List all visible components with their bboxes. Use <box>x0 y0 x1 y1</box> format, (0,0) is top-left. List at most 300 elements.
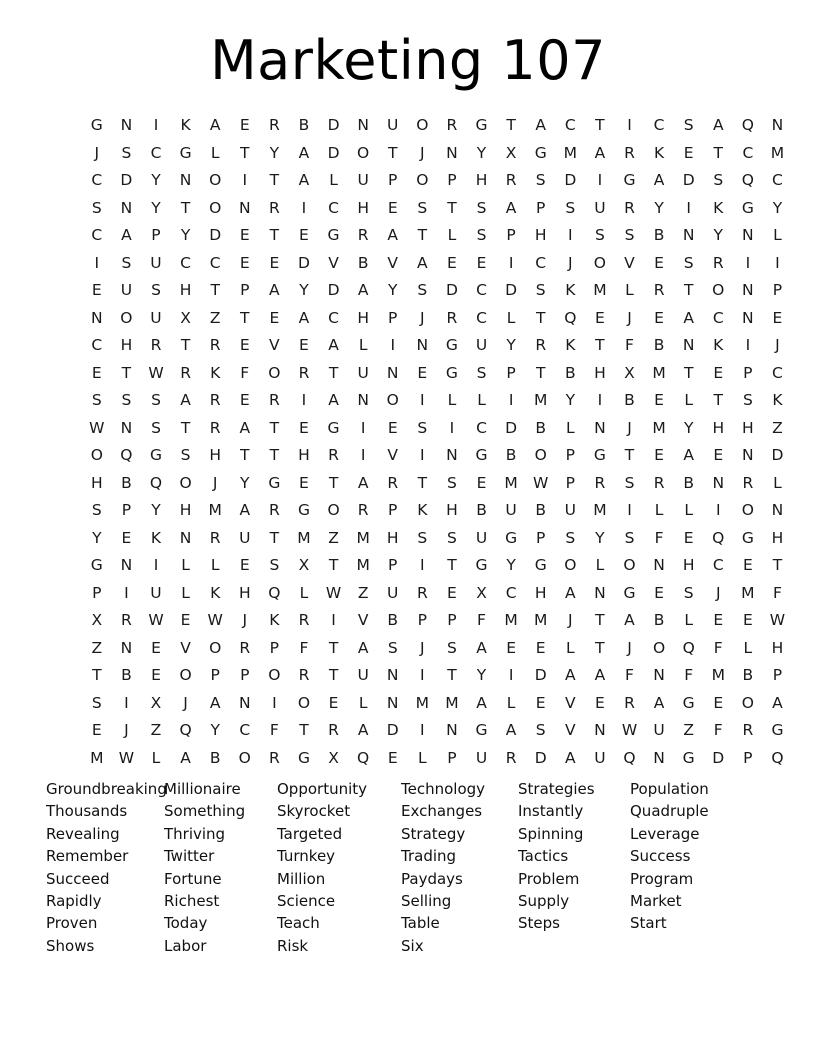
grid-cell[interactable]: G <box>682 748 695 767</box>
grid-cell[interactable]: R <box>624 198 635 217</box>
grid-cell[interactable]: C <box>742 143 754 162</box>
grid-cell[interactable]: S <box>447 638 457 657</box>
grid-cell[interactable]: E <box>299 473 309 492</box>
grid-cell[interactable]: E <box>387 198 398 217</box>
grid-cell[interactable]: P <box>151 226 161 244</box>
grid-cell[interactable]: G <box>534 143 547 162</box>
grid-cell[interactable]: R <box>268 391 280 409</box>
grid-cell[interactable]: H <box>90 473 103 492</box>
grid-cell[interactable]: A <box>328 391 339 409</box>
grid-cell[interactable]: N <box>594 583 606 602</box>
grid-cell[interactable]: S <box>535 281 546 299</box>
grid-cell[interactable]: P <box>447 611 457 629</box>
grid-cell[interactable]: C <box>476 418 487 437</box>
grid-cell[interactable]: R <box>535 336 547 354</box>
grid-cell[interactable]: A <box>564 583 576 602</box>
grid-cell[interactable]: I <box>420 721 425 739</box>
grid-cell[interactable]: R <box>328 721 339 739</box>
grid-cell[interactable]: Z <box>328 528 339 547</box>
grid-cell[interactable]: N <box>90 308 103 327</box>
word-list-item[interactable]: Shows <box>46 936 95 955</box>
grid-cell[interactable]: O <box>564 556 577 574</box>
grid-cell[interactable]: P <box>388 556 398 574</box>
grid-cell[interactable]: D <box>386 721 399 739</box>
grid-cell[interactable]: S <box>91 198 102 217</box>
grid-cell[interactable]: E <box>654 308 664 327</box>
grid-cell[interactable]: G <box>475 446 488 464</box>
grid-cell[interactable]: U <box>387 583 399 602</box>
grid-cell[interactable]: T <box>269 171 280 189</box>
grid-cell[interactable]: L <box>625 281 634 299</box>
word-list-item[interactable]: Strategy <box>401 824 466 843</box>
grid-cell[interactable]: B <box>653 611 665 629</box>
grid-cell[interactable]: L <box>654 501 664 519</box>
grid-cell[interactable]: T <box>269 418 280 437</box>
grid-cell[interactable]: N <box>742 281 754 299</box>
grid-cell[interactable]: S <box>683 116 694 134</box>
grid-cell[interactable]: Y <box>506 336 516 354</box>
grid-cell[interactable]: N <box>771 116 784 134</box>
grid-cell[interactable]: T <box>683 363 694 382</box>
grid-cell[interactable]: A <box>712 116 724 134</box>
grid-cell[interactable]: M <box>534 391 548 409</box>
grid-cell[interactable]: J <box>212 473 218 492</box>
grid-cell[interactable]: E <box>506 638 516 657</box>
grid-cell[interactable]: S <box>387 638 398 657</box>
grid-cell[interactable]: H <box>534 583 547 602</box>
grid-cell[interactable]: R <box>121 611 132 629</box>
grid-cell[interactable]: D <box>534 666 547 684</box>
grid-cell[interactable]: G <box>149 446 162 464</box>
grid-cell[interactable]: I <box>745 336 751 354</box>
grid-cell[interactable]: F <box>625 666 634 684</box>
word-list-item[interactable]: Steps <box>518 914 560 933</box>
grid-cell[interactable]: E <box>742 556 753 574</box>
grid-cell[interactable]: O <box>327 501 340 519</box>
grid-cell[interactable]: N <box>179 171 192 189</box>
grid-cell[interactable]: I <box>597 391 603 409</box>
grid-cell[interactable]: G <box>268 473 281 492</box>
grid-cell[interactable]: B <box>121 666 132 684</box>
grid-cell[interactable]: A <box>239 418 251 437</box>
grid-cell[interactable]: M <box>208 501 222 519</box>
grid-cell[interactable]: J <box>420 308 425 327</box>
word-list-item[interactable]: Thousands <box>46 802 128 821</box>
word-list-item[interactable]: Tactics <box>518 847 569 866</box>
grid-cell[interactable]: S <box>476 198 487 217</box>
grid-cell[interactable]: C <box>91 336 103 354</box>
grid-cell[interactable]: E <box>151 666 161 684</box>
grid-cell[interactable]: X <box>328 748 339 767</box>
word-list-item[interactable]: Remember <box>46 847 129 866</box>
grid-cell[interactable]: R <box>446 116 458 134</box>
grid-cell[interactable]: R <box>298 363 310 382</box>
word-list-item[interactable]: Table <box>401 914 440 933</box>
grid-cell[interactable]: B <box>505 446 517 464</box>
grid-cell[interactable]: J <box>568 253 573 272</box>
word-list-item[interactable]: Groundbreaking <box>46 780 167 798</box>
grid-cell[interactable]: S <box>151 418 161 437</box>
word-list-item[interactable]: Success <box>630 847 691 866</box>
grid-cell[interactable]: S <box>180 446 191 464</box>
grid-cell[interactable]: Z <box>357 583 369 602</box>
grid-cell[interactable]: L <box>299 583 309 602</box>
grid-cell[interactable]: X <box>91 611 103 629</box>
grid-cell[interactable]: M <box>356 528 370 547</box>
word-list-item[interactable]: Quadruple <box>630 802 709 821</box>
grid-cell[interactable]: Y <box>565 391 576 409</box>
word-list-item[interactable]: Spinning <box>518 824 584 843</box>
grid-cell[interactable]: E <box>151 638 161 657</box>
grid-cell[interactable]: B <box>387 611 399 629</box>
grid-cell[interactable]: E <box>654 583 664 602</box>
grid-cell[interactable]: A <box>387 226 399 244</box>
grid-cell[interactable]: M <box>770 143 785 162</box>
grid-cell[interactable]: H <box>386 528 399 547</box>
grid-cell[interactable]: L <box>418 748 427 767</box>
grid-cell[interactable]: W <box>118 748 135 767</box>
grid-cell[interactable]: R <box>505 748 517 767</box>
grid-cell[interactable]: O <box>534 446 547 464</box>
grid-cell[interactable]: L <box>181 556 190 574</box>
grid-cell[interactable]: L <box>358 693 368 712</box>
grid-cell[interactable]: P <box>536 528 546 547</box>
grid-cell[interactable]: A <box>298 308 310 327</box>
grid-cell[interactable]: E <box>239 336 250 354</box>
grid-cell[interactable]: D <box>771 446 784 464</box>
grid-cell[interactable]: C <box>91 226 103 244</box>
grid-cell[interactable]: J <box>420 143 425 162</box>
grid-cell[interactable]: G <box>475 556 488 574</box>
grid-cell[interactable]: D <box>209 226 222 244</box>
grid-cell[interactable]: Q <box>149 473 163 492</box>
grid-cell[interactable]: I <box>360 418 366 437</box>
grid-cell[interactable]: U <box>150 308 162 327</box>
grid-cell[interactable]: O <box>357 143 370 162</box>
grid-cell[interactable]: N <box>386 363 399 382</box>
grid-cell[interactable]: H <box>298 446 310 464</box>
grid-cell[interactable]: R <box>268 748 280 767</box>
grid-cell[interactable]: I <box>153 556 159 574</box>
grid-cell[interactable]: T <box>328 556 339 574</box>
grid-cell[interactable]: E <box>239 391 250 409</box>
grid-cell[interactable]: L <box>210 556 220 574</box>
word-list-item[interactable]: Paydays <box>401 869 463 888</box>
grid-cell[interactable]: C <box>476 281 487 299</box>
grid-cell[interactable]: E <box>269 308 280 327</box>
grid-cell[interactable]: U <box>594 748 606 767</box>
grid-cell[interactable]: D <box>445 281 458 299</box>
grid-cell[interactable]: W <box>148 363 164 382</box>
grid-cell[interactable]: G <box>741 528 754 547</box>
grid-cell[interactable]: Y <box>240 473 250 492</box>
grid-cell[interactable]: E <box>594 693 605 712</box>
grid-cell[interactable]: N <box>120 116 133 134</box>
grid-cell[interactable]: S <box>151 281 161 299</box>
grid-cell[interactable]: E <box>535 693 546 712</box>
word-list-item[interactable]: Millionaire <box>164 780 241 798</box>
word-list-item[interactable]: Market <box>630 892 682 911</box>
grid-cell[interactable]: I <box>390 336 396 354</box>
grid-cell[interactable]: N <box>446 143 458 162</box>
grid-cell[interactable]: F <box>684 666 694 684</box>
grid-cell[interactable]: E <box>387 748 398 767</box>
grid-cell[interactable]: F <box>654 528 664 547</box>
grid-cell[interactable]: F <box>713 721 723 739</box>
grid-cell[interactable]: M <box>415 693 430 712</box>
grid-cell[interactable]: L <box>773 226 782 244</box>
grid-cell[interactable]: A <box>505 721 517 739</box>
grid-cell[interactable]: N <box>357 116 369 134</box>
grid-cell[interactable]: H <box>446 501 458 519</box>
grid-cell[interactable]: T <box>447 198 457 217</box>
grid-cell[interactable]: I <box>775 253 780 272</box>
grid-cell[interactable]: C <box>712 556 724 574</box>
grid-cell[interactable]: Y <box>388 281 398 299</box>
grid-cell[interactable]: R <box>594 473 606 492</box>
grid-cell[interactable]: W <box>89 418 105 437</box>
grid-cell[interactable]: K <box>210 363 221 382</box>
word-list-item[interactable]: Six <box>401 936 424 955</box>
grid-cell[interactable]: I <box>124 583 129 602</box>
grid-cell[interactable]: C <box>209 253 221 272</box>
grid-cell[interactable]: O <box>416 116 429 134</box>
grid-cell[interactable]: S <box>91 391 102 409</box>
grid-cell[interactable]: G <box>534 556 547 574</box>
grid-cell[interactable]: C <box>505 583 517 602</box>
grid-cell[interactable]: D <box>327 143 340 162</box>
grid-cell[interactable]: P <box>772 281 783 299</box>
grid-cell[interactable]: G <box>623 171 636 189</box>
grid-cell[interactable]: R <box>653 281 665 299</box>
grid-cell[interactable]: P <box>388 501 398 519</box>
grid-cell[interactable]: F <box>240 363 250 382</box>
grid-cell[interactable]: I <box>745 253 751 272</box>
grid-cell[interactable]: I <box>420 666 425 684</box>
grid-cell[interactable]: L <box>743 638 753 657</box>
grid-cell[interactable]: A <box>594 666 606 684</box>
grid-cell[interactable]: A <box>121 226 132 244</box>
word-list-item[interactable]: Targeted <box>277 824 343 843</box>
word-list-item[interactable]: Proven <box>46 914 98 933</box>
grid-cell[interactable]: T <box>240 143 250 162</box>
grid-cell[interactable]: R <box>298 611 310 629</box>
grid-cell[interactable]: O <box>297 693 311 712</box>
grid-cell[interactable]: A <box>417 253 428 272</box>
grid-cell[interactable]: L <box>595 556 605 574</box>
grid-cell[interactable]: T <box>772 556 783 574</box>
grid-cell[interactable]: J <box>568 611 573 629</box>
grid-cell[interactable]: S <box>417 418 428 437</box>
grid-cell[interactable]: W <box>148 611 164 629</box>
grid-cell[interactable]: O <box>652 638 666 657</box>
grid-cell[interactable]: N <box>179 528 192 547</box>
grid-cell[interactable]: Q <box>120 446 133 464</box>
grid-cell[interactable]: T <box>328 666 339 684</box>
grid-cell[interactable]: R <box>180 363 191 382</box>
grid-cell[interactable]: I <box>420 556 425 574</box>
grid-cell[interactable]: O <box>623 556 636 574</box>
grid-cell[interactable]: N <box>416 336 429 354</box>
grid-cell[interactable]: A <box>505 198 517 217</box>
grid-cell[interactable]: N <box>594 721 606 739</box>
grid-cell[interactable]: P <box>240 666 250 684</box>
grid-cell[interactable]: A <box>476 693 487 712</box>
grid-cell[interactable]: X <box>180 308 191 327</box>
grid-cell[interactable]: O <box>593 253 606 272</box>
word-list-item[interactable]: Today <box>164 914 208 933</box>
grid-cell[interactable]: O <box>268 666 281 684</box>
grid-cell[interactable]: P <box>92 583 102 602</box>
grid-cell[interactable]: U <box>150 583 162 602</box>
grid-cell[interactable]: W <box>207 611 223 629</box>
grid-cell[interactable]: M <box>652 363 666 382</box>
grid-cell[interactable]: V <box>624 253 635 272</box>
grid-cell[interactable]: R <box>416 583 428 602</box>
grid-cell[interactable]: Q <box>623 748 636 767</box>
grid-cell[interactable]: T <box>240 446 250 464</box>
grid-cell[interactable]: G <box>297 748 310 767</box>
grid-cell[interactable]: J <box>420 638 425 657</box>
grid-cell[interactable]: Y <box>151 171 161 189</box>
grid-cell[interactable]: T <box>595 638 605 657</box>
grid-cell[interactable]: T <box>595 336 605 354</box>
word-list-item[interactable]: Trading <box>401 847 457 866</box>
grid-cell[interactable]: U <box>387 116 399 134</box>
grid-cell[interactable]: S <box>121 391 132 409</box>
grid-cell[interactable]: R <box>624 143 635 162</box>
grid-cell[interactable]: C <box>772 171 783 189</box>
grid-cell[interactable]: J <box>627 308 632 327</box>
grid-cell[interactable]: A <box>180 748 191 767</box>
grid-cell[interactable]: M <box>741 583 755 602</box>
grid-cell[interactable]: A <box>298 171 310 189</box>
grid-cell[interactable]: G <box>623 583 636 602</box>
grid-cell[interactable]: N <box>682 226 695 244</box>
grid-cell[interactable]: Y <box>595 528 605 547</box>
grid-cell[interactable]: T <box>328 638 339 657</box>
grid-cell[interactable]: R <box>653 473 665 492</box>
grid-cell[interactable]: P <box>772 666 783 684</box>
grid-cell[interactable]: I <box>331 611 336 629</box>
grid-cell[interactable]: D <box>297 253 310 272</box>
grid-cell[interactable]: B <box>564 363 576 382</box>
grid-cell[interactable]: E <box>654 253 664 272</box>
grid-cell[interactable]: H <box>712 418 725 437</box>
grid-cell[interactable]: Z <box>209 308 221 327</box>
grid-cell[interactable]: E <box>683 143 694 162</box>
grid-cell[interactable]: O <box>712 281 725 299</box>
grid-cell[interactable]: T <box>535 363 546 382</box>
grid-cell[interactable]: R <box>742 473 754 492</box>
grid-cell[interactable]: R <box>712 253 724 272</box>
grid-cell[interactable]: H <box>238 583 251 602</box>
grid-cell[interactable]: P <box>269 638 280 657</box>
grid-cell[interactable]: Z <box>772 418 783 437</box>
grid-cell[interactable]: R <box>446 308 458 327</box>
grid-cell[interactable]: L <box>684 611 693 629</box>
grid-cell[interactable]: P <box>417 611 427 629</box>
grid-cell[interactable]: C <box>712 308 724 327</box>
word-list-item[interactable]: Million <box>277 869 326 888</box>
grid-cell[interactable]: I <box>627 116 632 134</box>
grid-cell[interactable]: B <box>121 473 132 492</box>
grid-cell[interactable]: T <box>269 226 280 244</box>
grid-cell[interactable]: Y <box>299 281 309 299</box>
grid-cell[interactable]: Y <box>476 666 487 684</box>
grid-cell[interactable]: K <box>565 336 576 354</box>
grid-cell[interactable]: I <box>508 391 514 409</box>
grid-cell[interactable]: B <box>476 501 487 519</box>
grid-cell[interactable]: E <box>239 556 250 574</box>
grid-cell[interactable]: V <box>269 336 280 354</box>
grid-cell[interactable]: R <box>328 446 339 464</box>
word-list-item[interactable]: Strategies <box>518 780 595 798</box>
grid-cell[interactable]: V <box>564 693 576 712</box>
grid-cell[interactable]: T <box>180 418 191 437</box>
grid-cell[interactable]: M <box>593 501 607 519</box>
grid-cell[interactable]: A <box>328 336 339 354</box>
grid-cell[interactable]: P <box>447 171 457 189</box>
grid-cell[interactable]: N <box>386 666 399 684</box>
grid-cell[interactable]: S <box>713 171 724 189</box>
grid-cell[interactable]: X <box>476 583 487 602</box>
grid-cell[interactable]: T <box>683 281 694 299</box>
grid-cell[interactable]: Y <box>713 226 723 244</box>
grid-cell[interactable]: M <box>593 281 607 299</box>
grid-cell[interactable]: B <box>357 253 369 272</box>
grid-cell[interactable]: Q <box>741 171 754 189</box>
grid-cell[interactable]: J <box>715 583 721 602</box>
grid-cell[interactable]: A <box>594 143 606 162</box>
grid-cell[interactable]: U <box>120 281 133 299</box>
grid-cell[interactable]: Y <box>269 143 280 162</box>
grid-cell[interactable]: L <box>358 336 368 354</box>
grid-cell[interactable]: C <box>328 198 339 217</box>
grid-cell[interactable]: F <box>477 611 486 629</box>
grid-cell[interactable]: C <box>328 308 339 327</box>
grid-cell[interactable]: E <box>594 308 605 327</box>
grid-cell[interactable]: J <box>775 336 780 354</box>
grid-cell[interactable]: T <box>328 363 339 382</box>
grid-cell[interactable]: E <box>239 226 250 244</box>
grid-cell[interactable]: S <box>417 198 428 217</box>
grid-cell[interactable]: R <box>239 638 251 657</box>
grid-cell[interactable]: S <box>683 583 694 602</box>
grid-cell[interactable]: T <box>92 666 102 684</box>
grid-cell[interactable]: D <box>120 171 133 189</box>
grid-cell[interactable]: S <box>476 226 487 244</box>
grid-cell[interactable]: K <box>565 281 576 299</box>
grid-cell[interactable]: N <box>653 748 665 767</box>
grid-cell[interactable]: Y <box>151 501 161 519</box>
grid-cell[interactable]: E <box>447 253 457 272</box>
grid-cell[interactable]: K <box>417 501 428 519</box>
grid-cell[interactable]: E <box>299 418 309 437</box>
grid-cell[interactable]: M <box>504 473 518 492</box>
grid-cell[interactable]: A <box>683 446 694 464</box>
grid-cell[interactable]: G <box>475 721 488 739</box>
grid-cell[interactable]: M <box>504 611 518 629</box>
grid-cell[interactable]: R <box>357 226 369 244</box>
grid-cell[interactable]: E <box>713 693 724 712</box>
grid-cell[interactable]: C <box>180 253 191 272</box>
grid-cell[interactable]: O <box>416 171 429 189</box>
grid-cell[interactable]: T <box>121 363 132 382</box>
word-list-item[interactable]: Labor <box>164 936 207 955</box>
grid-cell[interactable]: P <box>565 446 575 464</box>
grid-cell[interactable]: A <box>624 611 635 629</box>
